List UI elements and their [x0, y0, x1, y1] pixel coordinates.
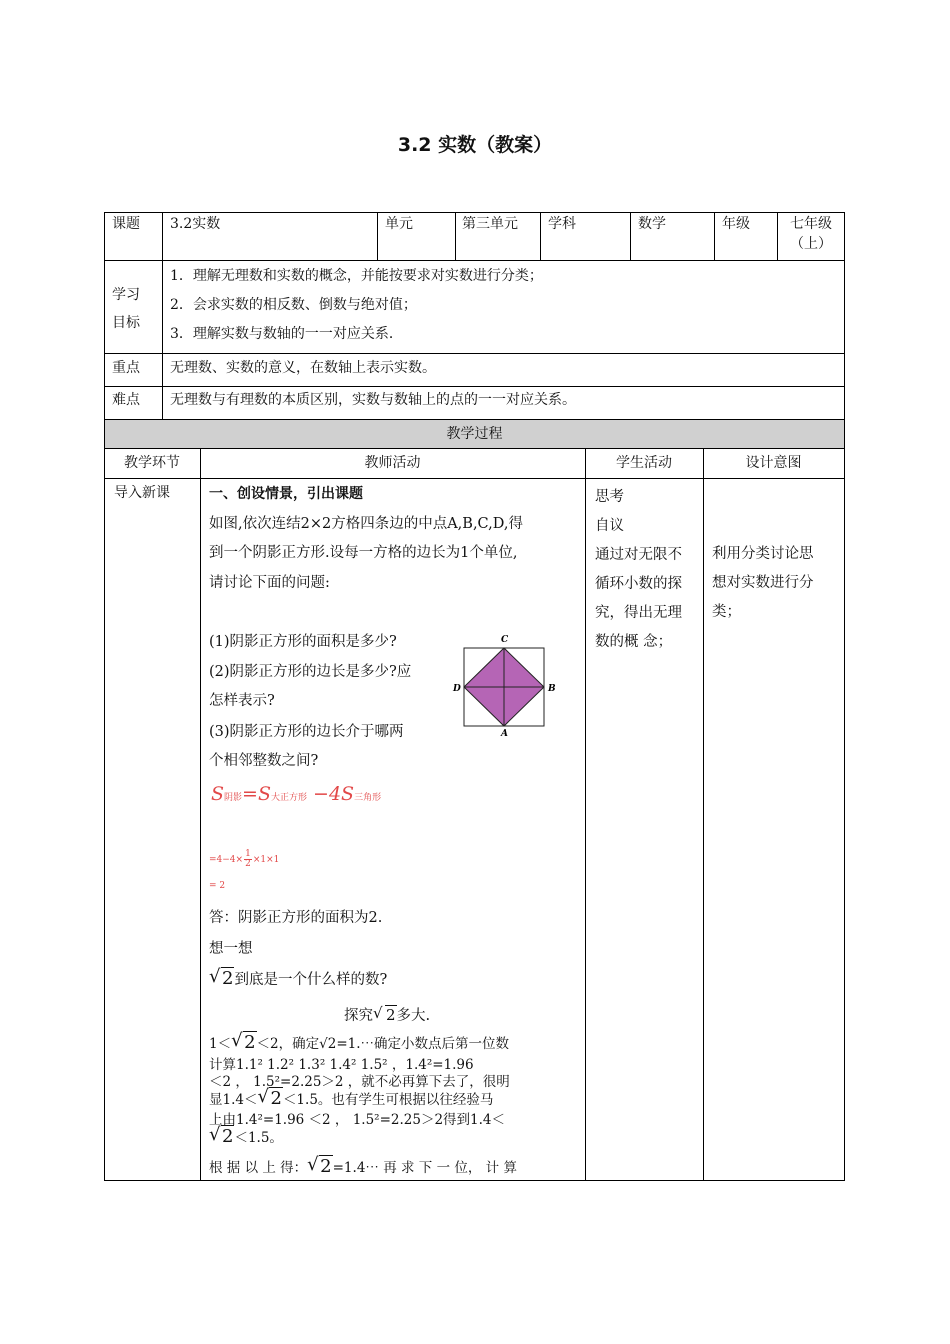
- formula-sub: 阴影: [224, 793, 243, 803]
- student-line: 数的概 念；: [595, 634, 673, 650]
- question-text: 到底是一个什么样的数?: [234, 972, 388, 988]
- formula-minus: −4S: [313, 783, 355, 805]
- sqrt2-question: [209, 968, 387, 989]
- column-header-teacher: 教师活动: [364, 455, 421, 471]
- formula-eq: =S: [242, 783, 271, 805]
- student-line: 究，得出无理: [595, 605, 682, 621]
- goals-label-1: 学习: [112, 287, 140, 303]
- estimate-line-5: 上由1.4²=1.96 ＜2 ， 1.5²=2.25＞2得到1.4＜: [209, 1112, 506, 1128]
- intro-line: 请讨论下面的问题:: [209, 575, 330, 591]
- radicand: 2: [244, 1032, 256, 1053]
- square-diagram: [450, 632, 562, 740]
- sqrt-symbol: √ 2: [373, 1004, 396, 1024]
- radicand: 2: [386, 1006, 396, 1024]
- goals-list: [170, 262, 543, 349]
- explore-line: [344, 1004, 430, 1025]
- radicand: 2: [270, 1088, 282, 1109]
- line-text: ＜2，确定√2=1.⋯确定小数点后第一位数: [256, 1036, 510, 1052]
- difficulty-label: 难点: [112, 392, 140, 408]
- explore-text: 多大.: [396, 1008, 431, 1024]
- student-line: 自议: [595, 518, 624, 534]
- unit-value: 第三单元: [462, 216, 518, 232]
- lesson-value: 3.2实数: [170, 216, 221, 232]
- intro-line: 到一个阴影正方形.设每一方格的边长为1个单位,: [209, 545, 518, 561]
- label-a: A: [501, 729, 508, 739]
- area-formula: [211, 783, 381, 805]
- student-line: 循环小数的探: [595, 576, 682, 592]
- column-header-student: 学生活动: [616, 455, 672, 471]
- think-heading: 想一想: [209, 941, 253, 957]
- sqrt-symbol: √ 2: [257, 1086, 282, 1109]
- calc-part: ×1×1: [252, 854, 280, 865]
- estimate-line-3: ＜2 ， 1.5²=2.25＞2 ，就不必再算下去了，很明: [209, 1074, 510, 1090]
- estimate-line-2: 计算1.1² 1.2² 1.3² 1.4² 1.5² ，1.4²=1.96: [209, 1057, 474, 1073]
- formula-sub: 三角形: [354, 793, 382, 803]
- student-line: 思考: [595, 489, 624, 505]
- label-b: B: [548, 684, 556, 694]
- sqrt-symbol: √ 2: [231, 1030, 256, 1053]
- document-title: 3.2 实数（教案）: [397, 134, 553, 156]
- explore-text: 探究: [344, 1008, 373, 1024]
- calc-line-1: [209, 850, 279, 869]
- grade-value-line2: （上）: [790, 236, 832, 252]
- intent-line: 想对实数进行分: [712, 575, 814, 591]
- question-3b: 个相邻整数之间?: [209, 753, 319, 769]
- fraction: [244, 850, 252, 869]
- line-text: ＜1.5。也有学生可根据以往经验马: [282, 1092, 494, 1108]
- estimate-line-7: [209, 1156, 517, 1177]
- intent-line: 类；: [712, 604, 741, 620]
- student-line: 通过对无限不: [595, 547, 682, 563]
- subject-label: 学科: [548, 216, 576, 232]
- formula-s: S: [211, 783, 225, 805]
- column-header-stage: 教学环节: [124, 455, 180, 471]
- student-activity: [595, 483, 682, 657]
- question-2b: 怎样表示?: [209, 693, 275, 709]
- goal-item: 2．会求实数的相反数、倒数与绝对值；: [170, 297, 417, 313]
- goals-label-2: 目标: [112, 315, 140, 331]
- key-point-label: 重点: [112, 360, 140, 376]
- grade-value-line1: 七年级: [790, 216, 832, 232]
- answer: 答：阴影正方形的面积为2.: [209, 910, 383, 926]
- question-3a: (3)阴影正方形的边长介于哪两: [209, 724, 404, 740]
- subject-value: 数学: [638, 216, 666, 232]
- radicand: 2: [320, 1156, 332, 1177]
- line-text: ＜1.5。: [234, 1130, 283, 1146]
- estimate-line-1: [209, 1032, 509, 1053]
- line-text: 显1.4＜: [209, 1092, 258, 1108]
- sqrt-symbol: √ 2: [307, 1154, 332, 1177]
- grade-label: 年级: [722, 216, 750, 232]
- calc-line-2: = 2: [209, 881, 226, 891]
- goal-item: 3．理解实数与数轴的一一对应关系．: [170, 326, 403, 342]
- goals-label: [112, 281, 140, 337]
- line-text: 根 据 以 上 得：: [209, 1160, 308, 1176]
- radicand: 2: [222, 1126, 234, 1147]
- intent-line: 利用分类讨论思: [712, 546, 814, 562]
- line-text: =1.4⋯ 再 求 下 一 位， 计 算: [332, 1160, 517, 1176]
- stage-label: 导入新课: [114, 485, 170, 501]
- sqrt-symbol: √ 2: [209, 1124, 234, 1147]
- line-text: 1＜: [209, 1036, 232, 1052]
- estimate-line-4: [209, 1088, 493, 1109]
- key-point-value: 无理数、实数的意义，在数轴上表示实数。: [170, 360, 436, 376]
- difficulty-value: 无理数与有理数的本质区别，实数与数轴上的点的一一对应关系。: [170, 392, 576, 408]
- column-header-intent: 设计意图: [745, 455, 802, 471]
- fraction-denominator: 2: [245, 859, 251, 869]
- process-title: 教学过程: [446, 426, 503, 442]
- estimate-line-6: [209, 1126, 283, 1147]
- question-2a: (2)阴影正方形的边长是多少?应: [209, 664, 412, 680]
- label-c: C: [501, 635, 509, 645]
- question-1: (1)阴影正方形的面积是多少?: [209, 634, 397, 650]
- teacher-heading: 一、创设情景，引出课题: [209, 486, 363, 502]
- design-intent: [712, 540, 814, 627]
- sqrt-symbol: √ 2: [209, 966, 234, 989]
- lesson-label: 课题: [112, 216, 140, 232]
- label-d: D: [453, 684, 461, 694]
- unit-label: 单元: [385, 216, 413, 232]
- formula-sub: 大正方形: [270, 793, 307, 803]
- calc-part: =4−4×: [209, 854, 244, 865]
- radicand: 2: [222, 968, 234, 989]
- grade-value: [781, 214, 841, 254]
- intro-line: 如图,依次连结2×2方格四条边的中点A,B,C,D,得: [209, 516, 523, 532]
- goal-item: 1．理解无理数和实数的概念，并能按要求对实数进行分类；: [170, 268, 543, 284]
- fraction-numerator: 1: [245, 849, 251, 859]
